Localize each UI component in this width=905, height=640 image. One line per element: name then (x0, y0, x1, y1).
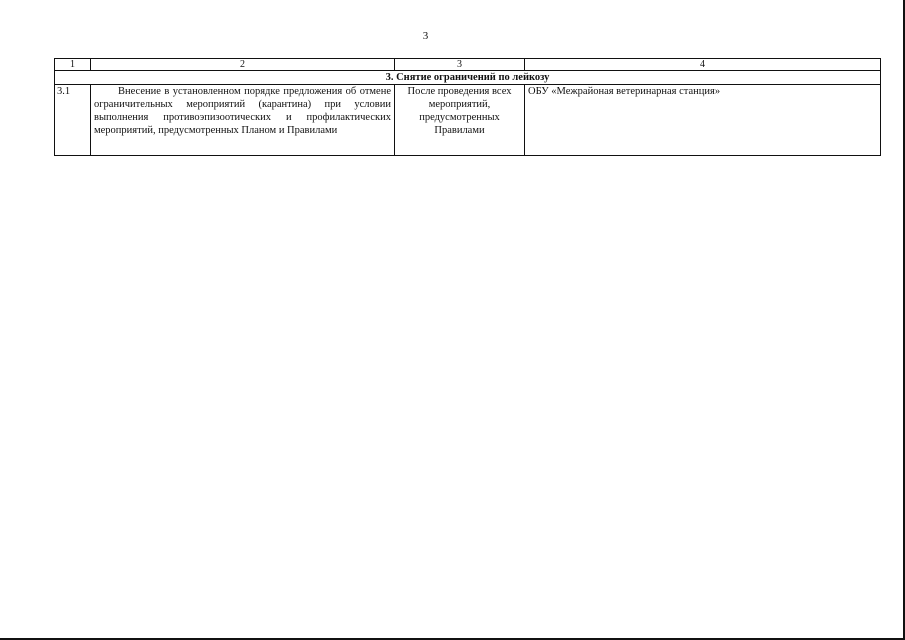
row-number: 3.1 (55, 85, 91, 156)
column-number-3: 3 (395, 59, 525, 71)
row-deadline: После проведения всех мероприятий, предусмотренных Правилами (395, 85, 525, 156)
table-row (55, 85, 881, 156)
measures-table (54, 58, 881, 156)
section-row (55, 71, 881, 85)
section-title: 3. Снятие ограничений по лейкозу (55, 71, 881, 85)
column-number-row (55, 59, 881, 71)
column-number-1: 1 (55, 59, 91, 71)
page-number: 3 (422, 30, 429, 42)
row-executor: ОБУ «Межрайоная ветеринарная станция» (525, 85, 881, 156)
column-number-4: 4 (525, 59, 881, 71)
row-description: Внесение в установленном порядке предложения об отмене ограничительных мероприятий (карантина) при условии выполнения противоэпизоотических и профилактических мероприятий, предусмотренных Планом и Правилами (91, 85, 395, 156)
column-number-2: 2 (91, 59, 395, 71)
